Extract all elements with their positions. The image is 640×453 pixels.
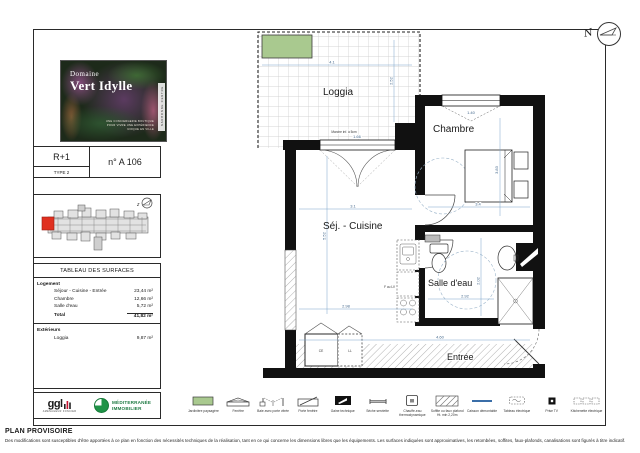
- dim-sde-depth: 2.02: [475, 277, 481, 285]
- dim-chambre-depth: 3.83: [494, 166, 499, 174]
- legend-item: Chauffe-eau thermodynamique: [395, 392, 430, 417]
- kitchenette-icon: [573, 394, 601, 407]
- towel-dryer-icon: [368, 394, 388, 407]
- north-triangle-icon: [597, 22, 619, 44]
- plan-disclaimer: Des modifications sont susceptibles d'être apportées à ce plan en fonction des nécessités techniques de la réalisation, tant en ce qui concerne les dimensions libres que les équipements. Les surfaces indiquées sont approximatives, les retombées, soffites, faux-plafonds, canalisations sont figurés à titre indicatif.: [5, 438, 626, 443]
- highlighted-unit: [42, 217, 54, 230]
- room-label-sejour: Séj. - Cuisine: [323, 221, 383, 232]
- glazed-bay-icon: [259, 394, 287, 407]
- project-name-line2: Vert Idylle: [70, 78, 133, 93]
- kitchen-units: [384, 240, 419, 322]
- toilet: [430, 244, 448, 273]
- legend: [186, 392, 604, 424]
- planter: [262, 35, 312, 58]
- dim-sde-width: 2.92: [461, 293, 469, 299]
- dim-loggia-door: 1.66: [353, 134, 361, 139]
- room-label-salle-eau: Salle d'eau: [428, 278, 473, 288]
- surface-group-exterieurs: Extérieurs: [37, 328, 61, 334]
- dim-entree-width: 4.60: [436, 334, 444, 340]
- surface-row: Salle d'eau 5,72 m²: [54, 304, 153, 310]
- logos: [33, 392, 161, 419]
- north-letter: N: [582, 27, 594, 40]
- chambre-window: [442, 95, 500, 121]
- legend-item: Kitchenette électrique: [569, 392, 604, 413]
- room-label-chambre: Chambre: [433, 124, 475, 135]
- closet-ll-label: LL: [348, 349, 352, 353]
- surface-row: Loggia 9,87 m²: [54, 335, 153, 341]
- legend-item: Baie avec porte vitrée: [256, 392, 291, 413]
- surface-table: [33, 263, 161, 389]
- closet-ce-label: CE: [318, 349, 324, 353]
- room-label-loggia: Loggia: [322, 87, 354, 98]
- dim-chambre-width: 3.4: [475, 201, 481, 207]
- french-door-icon: [297, 394, 319, 407]
- soffit-hatch-icon: [435, 394, 459, 407]
- project-location-label: NARBONNE CENTRE: [158, 83, 165, 131]
- room-label-entree: Entrée: [447, 352, 474, 362]
- note-marche: Marche inf. à 5cm: [331, 130, 357, 134]
- legend-item: Gaine technique: [325, 392, 360, 413]
- legend-item: Fenêtre: [221, 392, 256, 413]
- shower: [498, 278, 533, 324]
- surface-total-row: Total 41,82 m²: [54, 313, 153, 320]
- site-key-plan: [33, 194, 161, 258]
- unit-type: TYPE 2: [34, 166, 89, 177]
- project-name-line1: Domaine: [70, 70, 100, 78]
- legend-item: Prise TV: [534, 392, 569, 413]
- dim-loggia-depth: 2.52: [388, 77, 394, 85]
- north-arrow: [579, 21, 627, 47]
- closet: [305, 323, 362, 366]
- removable-casing-icon: [470, 394, 494, 407]
- unit-number: n° A 106: [108, 157, 142, 167]
- nightstand: [514, 181, 528, 198]
- surface-group-logement: Logement: [37, 282, 60, 287]
- site-key-plan-drawing: [34, 195, 160, 257]
- towel-radiator: [425, 235, 440, 242]
- dim-sejour-width: 3.1: [350, 203, 356, 209]
- legend-item: Soffite ou faux plafond Ht. min 2,20m: [430, 392, 465, 417]
- gaine-technique: [516, 243, 542, 271]
- unit-floor: R+1: [53, 151, 70, 162]
- project-tagline: UNE CONCIERGERIE BOUTIQUE POUR VIVRE UNE EXPÉRIENCE UNIQUE EN VILLE: [106, 120, 154, 132]
- svg-text:z: z: [137, 202, 140, 208]
- electrical-panel-icon: [508, 394, 526, 407]
- plan-status: PLAN PROVISOIRE: [5, 428, 73, 435]
- kitchen-note: F ou LV: [384, 285, 395, 289]
- floor-plan: [178, 26, 608, 394]
- mediterranee-immobilier-logo: MÉDITERRANÉE IMMOBILIER: [94, 398, 151, 413]
- tv-socket-icon: [547, 394, 557, 407]
- water-heater-icon: [405, 394, 419, 407]
- mediterranee-disc-icon: [94, 398, 109, 413]
- legend-item: Caisson démontable: [465, 392, 500, 413]
- dim-loggia-width: 4.1: [329, 59, 335, 65]
- legend-item: Sèche serviette: [360, 392, 395, 413]
- unit-info-table: [33, 146, 161, 178]
- legend-item: Tableau électrique: [499, 392, 534, 413]
- loggia-french-door: [320, 140, 395, 187]
- planter-icon: [192, 394, 214, 407]
- bedroom-furniture: [415, 150, 528, 214]
- legend-item: Jardinière paysagère: [186, 392, 221, 413]
- dim-sejour-depth: 5.52: [321, 232, 327, 240]
- nightstand: [514, 152, 528, 169]
- surface-row: Séjour - Cuisine - Entrée 23,44 m²: [54, 289, 153, 295]
- surface-table-title: TABLEAU DES SURFACES: [34, 264, 160, 278]
- keymap-north-icon: [136, 198, 152, 208]
- surface-row: Chambre 12,66 m²: [54, 296, 153, 302]
- wall-column-hatch: [285, 250, 296, 330]
- duct-icon: [334, 394, 352, 407]
- dim-window: 1.40: [467, 110, 475, 115]
- project-visual: [60, 60, 167, 142]
- dim-sejour-width-2: 2.98: [342, 303, 350, 309]
- ggl-bars-icon: [64, 399, 72, 409]
- ggl-logo: ggl AMÉNAGEUR FONCIER: [42, 397, 77, 413]
- washbasin: [498, 246, 518, 270]
- legend-item: Porte fenêtre: [290, 392, 325, 413]
- window-icon: [226, 394, 250, 407]
